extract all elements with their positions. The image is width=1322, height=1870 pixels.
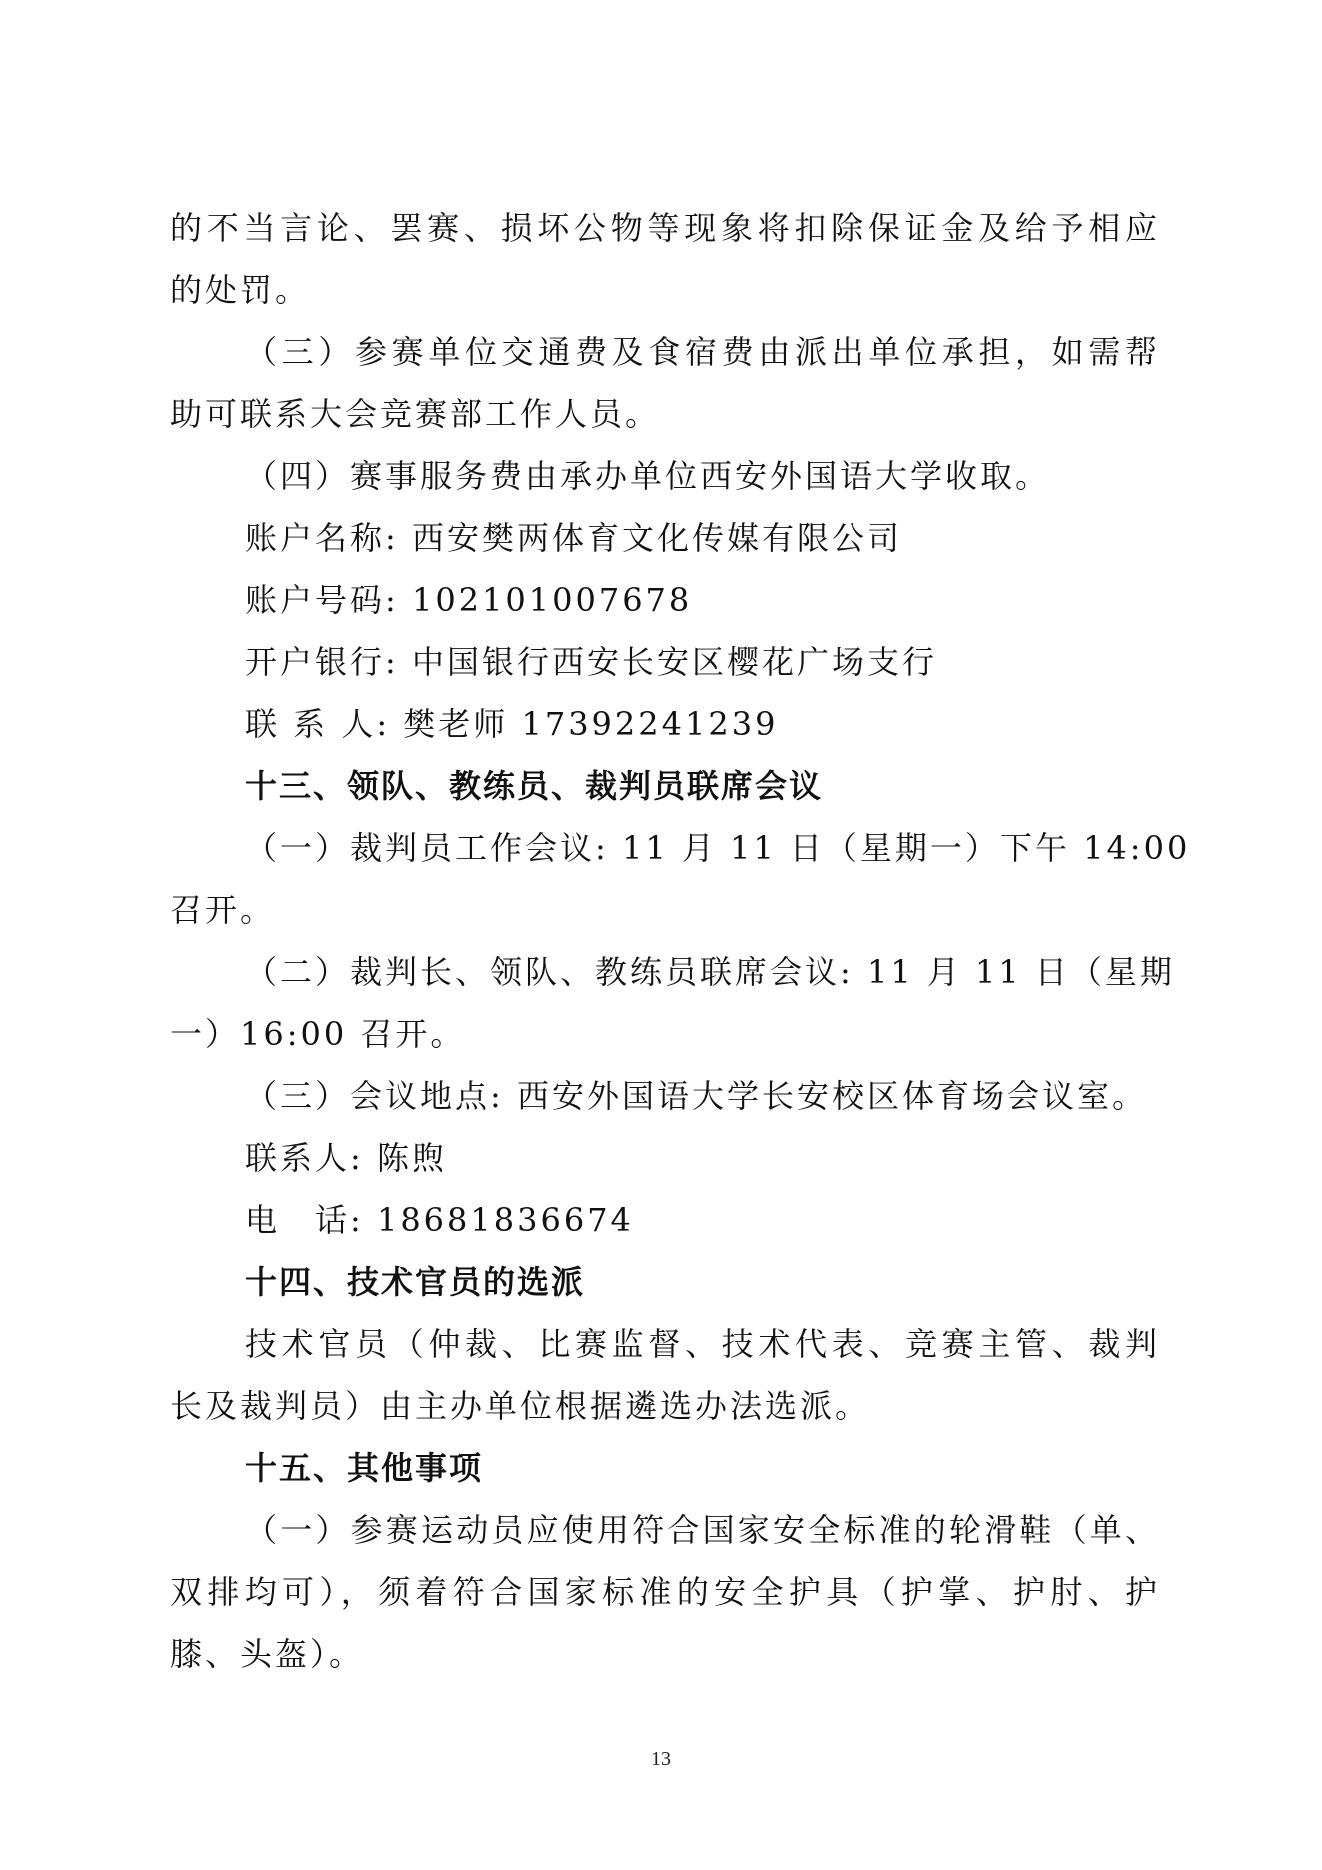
paragraph-line: 膝、头盔）。 [170, 1635, 365, 1673]
paragraph-line: 的处罚。 [170, 271, 311, 309]
paragraph-line: 召开。 [170, 891, 276, 929]
paragraph-line: 双排均可），须着符合国家标准的安全护具（护掌、护肘、护 [170, 1573, 1160, 1611]
bank-name: 开户银行: 中国银行西安长安区樱花广场支行 [245, 643, 937, 681]
section-heading-15: 十五、其他事项 [245, 1449, 484, 1487]
section-heading-13: 十三、领队、教练员、裁判员联席会议 [245, 767, 824, 805]
paragraph-line: （一）参赛运动员应使用符合国家安全标准的轮滑鞋（单、 [245, 1511, 1160, 1549]
account-number: 账户号码: 102101007678 [245, 581, 693, 619]
account-name: 账户名称: 西安樊两体育文化传媒有限公司 [245, 519, 902, 557]
contact-person: 联 系 人: 樊老师 17392241239 [245, 705, 779, 743]
paragraph-line: （二）裁判长、领队、教练员联席会议: 11 月 11 日（星期 [245, 953, 1175, 991]
contact-phone: 电 话: 18681836674 [245, 1201, 634, 1239]
page-number: 13 [651, 1748, 671, 1770]
section-heading-14: 十四、技术官员的选派 [245, 1263, 586, 1301]
paragraph-line: （三）会议地点: 西安外国语大学长安校区体育场会议室。 [245, 1077, 1147, 1115]
contact-person: 联系人: 陈煦 [245, 1139, 447, 1177]
paragraph-line: 长及裁判员）由主办单位根据遴选办法选派。 [170, 1387, 871, 1425]
paragraph-line: （三）参赛单位交通费及食宿费由派出单位承担，如需帮 [245, 333, 1160, 371]
paragraph-line: 一）16:00 召开。 [170, 1015, 466, 1053]
paragraph-line: 的不当言论、罢赛、损坏公物等现象将扣除保证金及给予相应 [170, 209, 1160, 247]
paragraph-line: 助可联系大会竞赛部工作人员。 [170, 395, 661, 433]
paragraph-line: （一）裁判员工作会议: 11 月 11 日（星期一）下午 14:00 [245, 829, 1191, 867]
paragraph-line: 技术官员（仲裁、比赛监督、技术代表、竞赛主管、裁判 [245, 1325, 1160, 1363]
paragraph-line: （四）赛事服务费由承办单位西安外国语大学收取。 [245, 457, 1051, 495]
